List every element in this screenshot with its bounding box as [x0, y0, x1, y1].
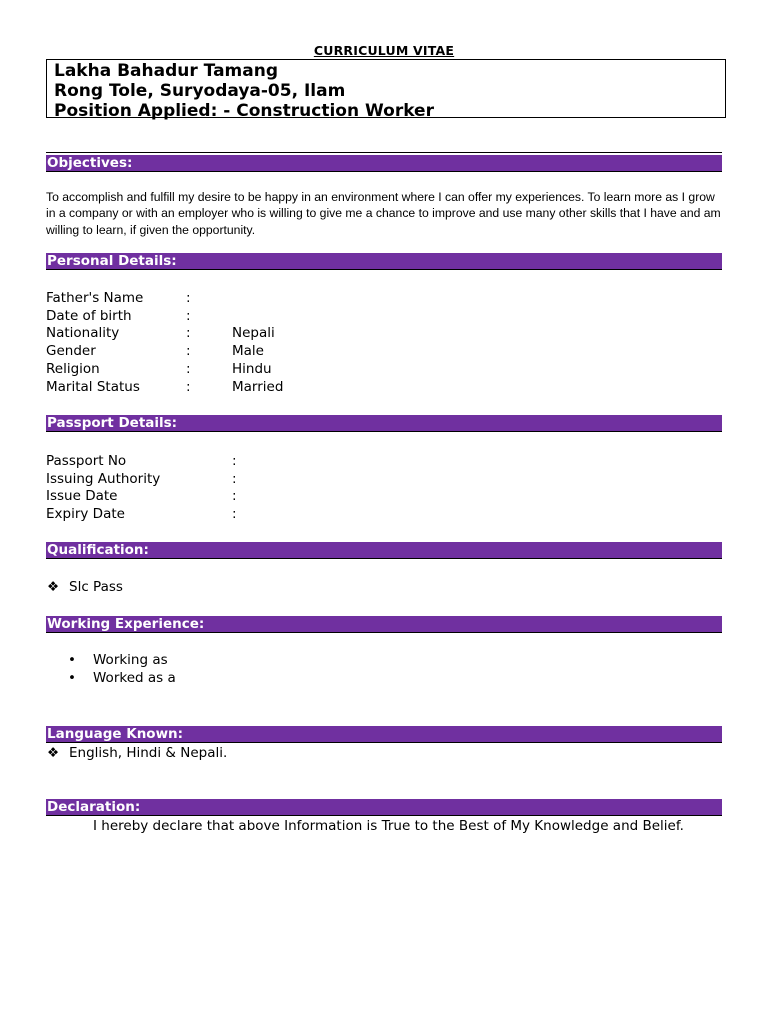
separator-colon: :	[186, 290, 191, 306]
separator-colon: :	[232, 506, 237, 522]
personal-value: Nepali	[232, 325, 275, 341]
personal-label: Marital Status	[46, 379, 140, 395]
objectives-text: To accomplish and fulfill my desire to be happy in an environment where I can offer my experiences. To learn more as I grow in a company or with an employer who is willing to give me a chance to improve and use many other skills that I have and am willing to learn, if given the opportunity.	[46, 190, 721, 237]
personal-label: Nationality	[46, 325, 120, 341]
personal-label: Religion	[46, 361, 100, 377]
section-heading-passport-details: Passport Details:	[46, 415, 722, 432]
passport-label: Passport No	[46, 453, 127, 469]
cv-title: CURRICULUM VITAE	[313, 43, 455, 58]
separator-colon: :	[186, 308, 191, 324]
applicant-name: Lakha Bahadur Tamang	[54, 61, 279, 81]
passport-label: Issue Date	[46, 488, 118, 504]
section-heading-objectives: Objectives:	[46, 155, 722, 172]
separator-colon: :	[186, 379, 191, 395]
dot-bullet-icon: •	[68, 670, 76, 686]
separator-colon: :	[186, 343, 191, 359]
passport-label: Issuing Authority	[46, 471, 161, 487]
experience-item: Working as	[93, 652, 168, 668]
objectives-rule	[46, 152, 722, 153]
qualification-item: Slc Pass	[69, 579, 123, 595]
separator-colon: :	[186, 361, 191, 377]
diamond-bullet-icon: ❖	[47, 579, 60, 595]
header-box	[46, 59, 726, 121]
applicant-address: Rong Tole, Suryodaya-05, Ilam	[54, 81, 346, 101]
personal-value: Hindu	[232, 361, 272, 377]
separator-colon: :	[232, 453, 237, 469]
experience-item: Worked as a	[93, 670, 176, 686]
section-heading-qualification: Qualification:	[46, 542, 722, 559]
section-heading-declaration: Declaration:	[46, 799, 722, 816]
personal-label: Father's Name	[46, 290, 144, 306]
personal-label: Gender	[46, 343, 96, 359]
personal-label: Date of birth	[46, 308, 132, 324]
personal-value: Married	[232, 379, 284, 395]
separator-colon: :	[232, 488, 237, 504]
section-heading-working-experience: Working Experience:	[46, 616, 722, 633]
section-heading-language-known: Language Known:	[46, 726, 722, 743]
passport-label: Expiry Date	[46, 506, 125, 522]
dot-bullet-icon: •	[68, 652, 76, 668]
section-heading-personal-details: Personal Details:	[46, 253, 722, 270]
separator-colon: :	[232, 471, 237, 487]
personal-value: Male	[232, 343, 264, 359]
declaration-text: I hereby declare that above Information is True to the Best of My Knowledge and Belief.	[93, 818, 684, 834]
position-applied: Position Applied: - Construction Worker	[54, 101, 434, 121]
diamond-bullet-icon: ❖	[47, 745, 60, 761]
separator-colon: :	[186, 325, 191, 341]
language-item: English, Hindi & Nepali.	[69, 745, 228, 761]
